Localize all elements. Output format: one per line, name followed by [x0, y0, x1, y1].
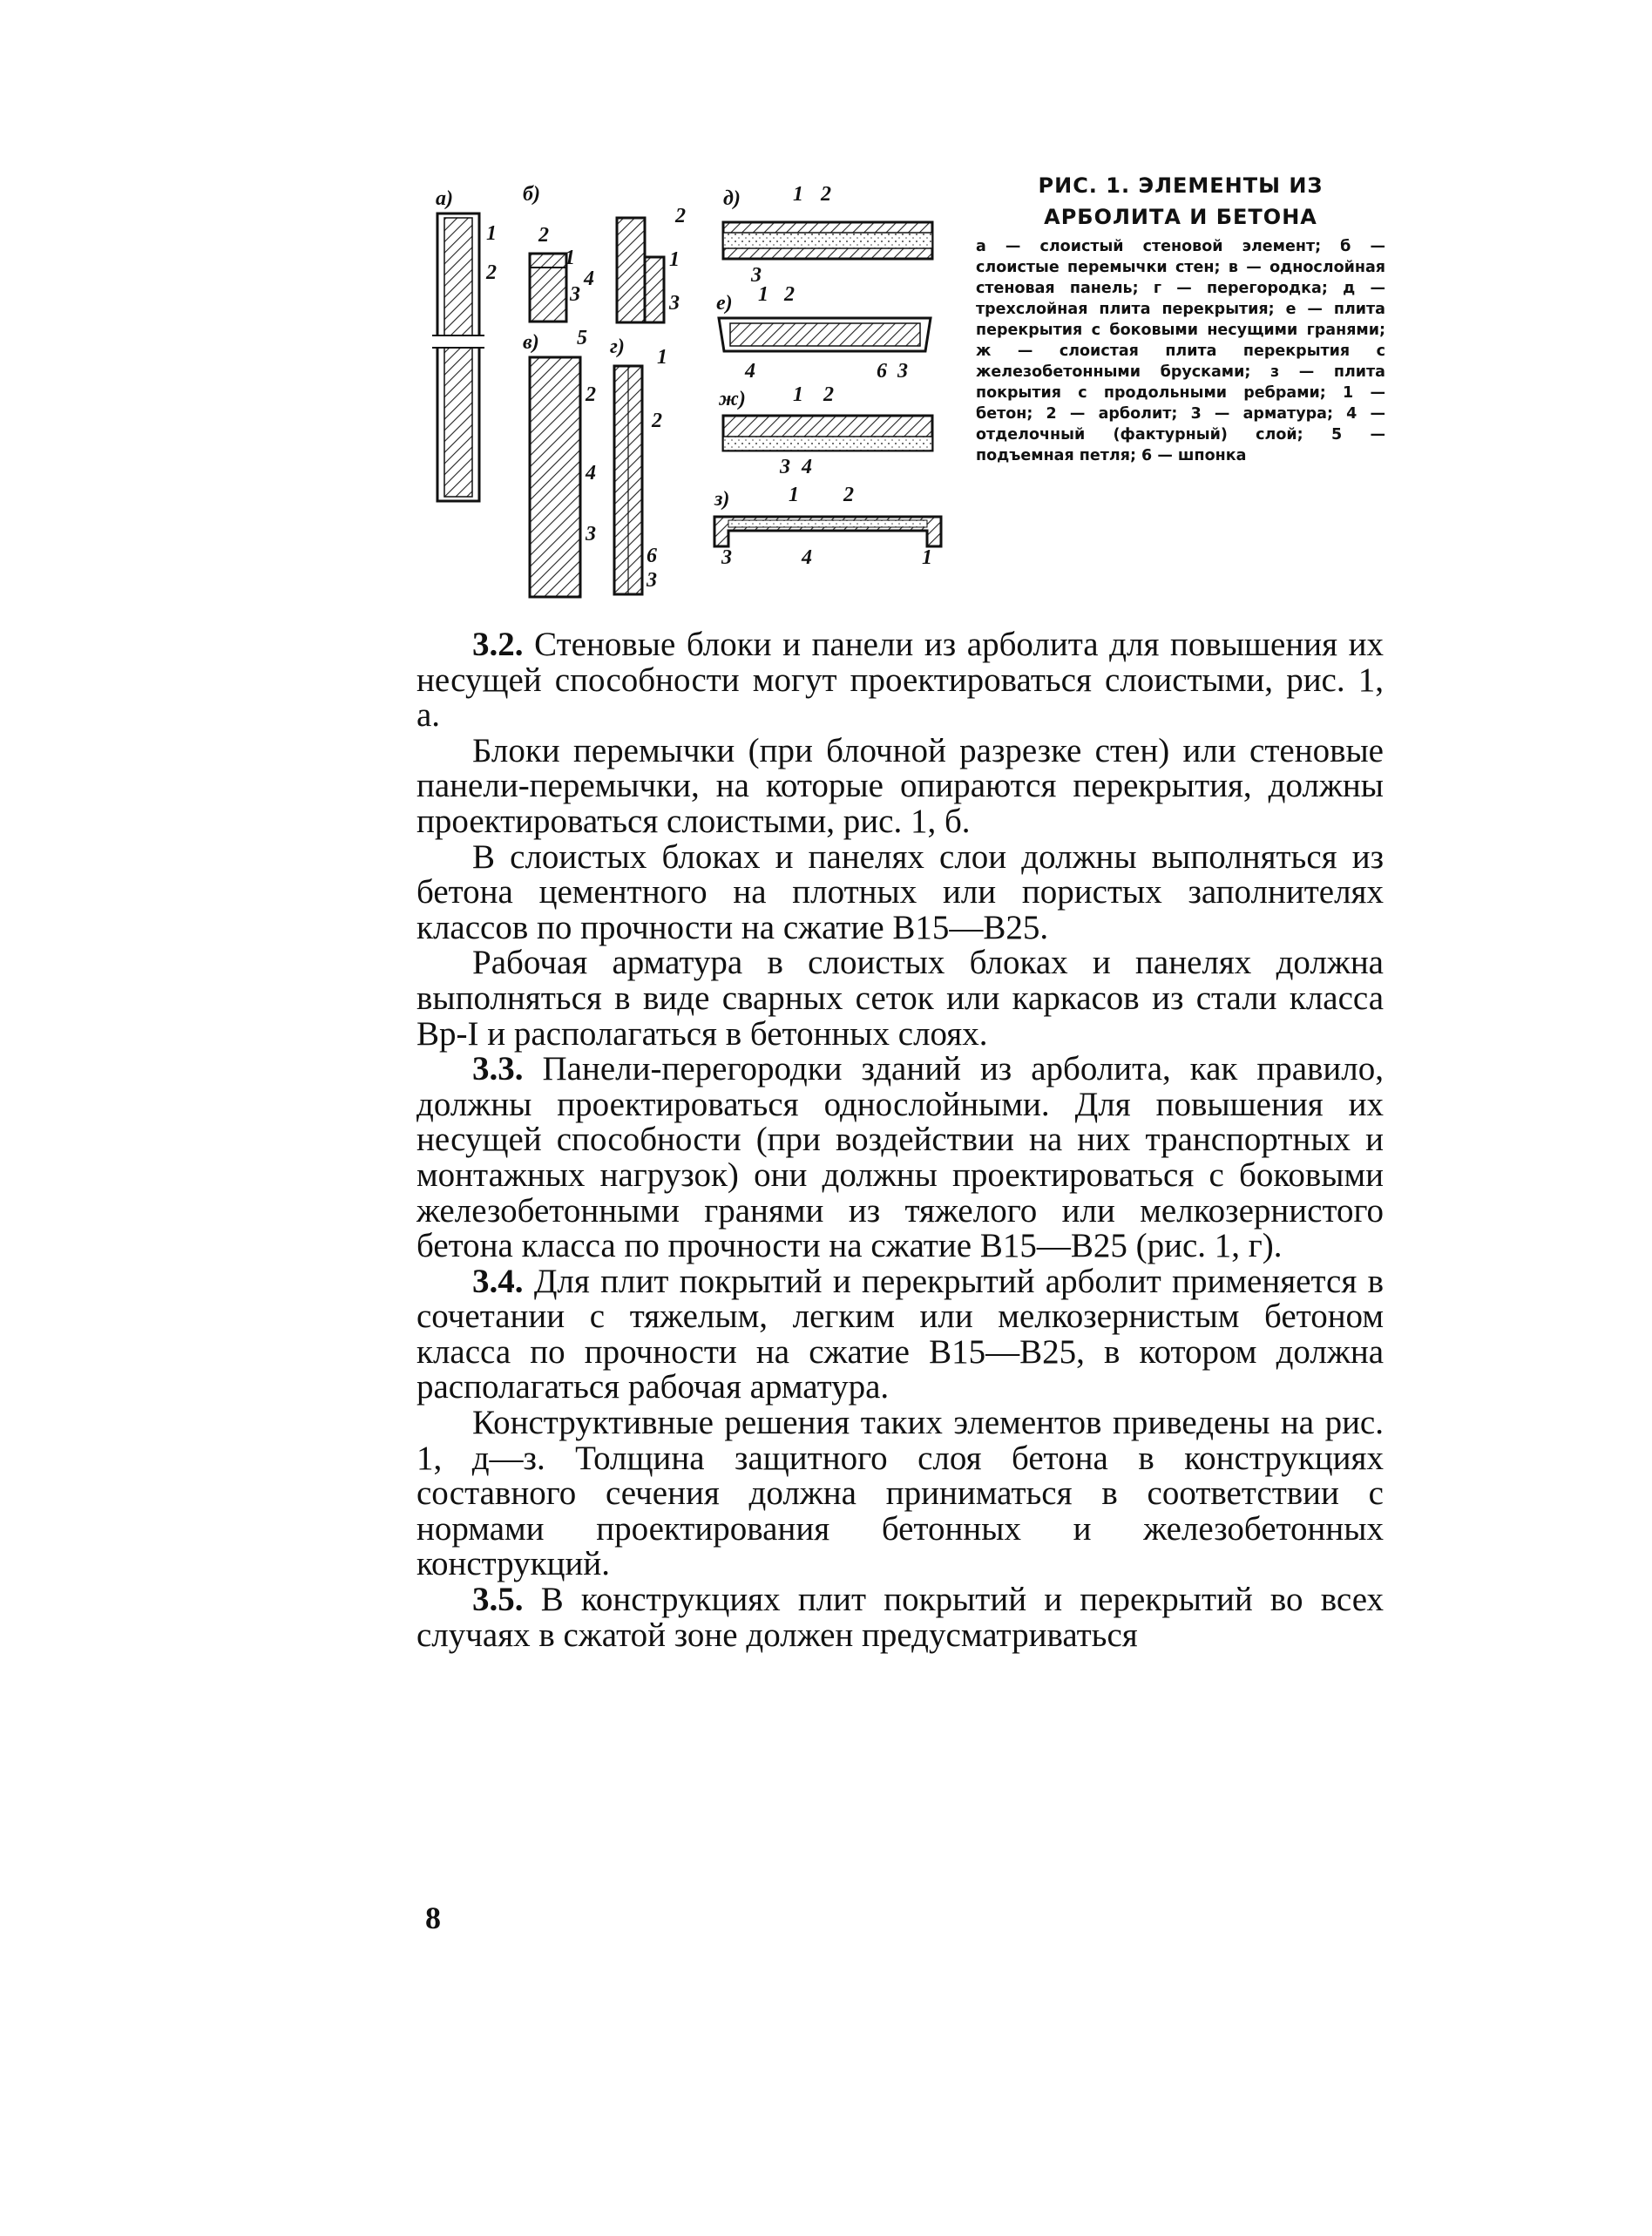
v-num-4: 4: [586, 462, 596, 484]
paragraph-number: 3.5.: [472, 1581, 524, 1619]
label-zh: ж): [719, 388, 746, 410]
paragraph: [416, 837, 1384, 946]
a-num-2: 2: [486, 261, 497, 284]
paragraph: [416, 627, 1384, 734]
d-num-2: 2: [821, 183, 831, 206]
z-num-1: 1: [789, 484, 799, 506]
paragraph: [416, 945, 1384, 1052]
label-g: г): [610, 335, 625, 358]
paragraph-text: В конструкциях плит покрытий и перекрытий во всех случаях в сжатой зоне должен предусматриваться: [416, 1581, 1384, 1654]
b2-num-2: 2: [675, 205, 686, 227]
b-num-4: 4: [584, 268, 594, 290]
b2-num-3: 3: [669, 292, 680, 315]
d-num-3: 3: [751, 264, 762, 287]
label-z: з): [714, 488, 730, 511]
e-num-2: 2: [784, 283, 795, 306]
figure-drawing: [427, 170, 985, 606]
label-v: в): [523, 331, 539, 354]
element-e: [716, 283, 931, 383]
b-num-1: 1: [565, 247, 575, 269]
e-num-1: 1: [758, 283, 768, 306]
e-num-6: 6: [877, 360, 887, 383]
paragraph-number: 3.4.: [472, 1262, 524, 1300]
label-d: д): [723, 187, 741, 210]
g-num-2: 2: [652, 410, 662, 432]
page-number: 8: [425, 1901, 441, 1935]
body-text: [416, 627, 1384, 1653]
paragraph-text: Конструктивные решения таких элементов приведены на рис. 1, д—з. Толщина защитного слоя бетона в конструкциях составного сечения должна приниматься в соответствии с нормами проектирования бетонных и железобетонных конструкций.: [416, 1404, 1384, 1583]
paragraph: [416, 1582, 1384, 1653]
element-b: [523, 183, 594, 322]
paragraph-text: Стеновые блоки и панели из арболита для повышения их несущей способности могут проектироваться слоистыми, рис. 1, а.: [416, 626, 1385, 735]
zh-num-3: 3: [780, 456, 790, 478]
element-v: [523, 327, 596, 597]
caption-body: а — слоистый стеновой элемент; б — слоистые перемычки стен; в — однослойная стеновая панель; г — перегородка; д — трехслойная плита перекрытия; е — плита перекрытия с боковыми несущими гранями; ж — слоистая плита перекрытия с железобетонными брусками; з — плита покрытия с продольными ребрами; 1 — бетон; 2 — арболит; 3 — арматура; 4 — отделочный (фактурный) слой; 5 — подъемная петля; 6 — шпонка: [976, 238, 1385, 464]
g-num-3: 3: [647, 569, 657, 592]
paragraph: [416, 1406, 1384, 1582]
label-a: а): [436, 187, 453, 210]
paragraph-text: Блоки перемычки (при блочной разрезке стен) или стеновые панели-перемычки, на которые опираются перекрытия, должны проектироваться слоистыми, рис. 1, б.: [416, 731, 1384, 840]
paragraph: [416, 1052, 1384, 1264]
z-num-4: 4: [802, 546, 812, 569]
v-num-2: 2: [586, 383, 596, 406]
label-b: б): [523, 183, 540, 206]
g-num-6: 6: [647, 545, 657, 567]
element-z: [714, 484, 941, 569]
zh-num-1: 1: [793, 383, 803, 406]
v-num-5: 5: [577, 327, 587, 349]
z-num-3: 3: [721, 546, 732, 569]
label-e: е): [716, 292, 733, 315]
e-num-4: 4: [745, 360, 755, 383]
b2-num-1: 1: [669, 248, 680, 271]
paragraph-text: Для плит покрытий и перекрытий арболит применяется в сочетании с тяжелым, легким или мелкозернистым бетоном класса по прочности на сжатие В15—В25, в котором должна располагаться рабочая арматура.: [416, 1262, 1384, 1406]
figure-caption: [976, 170, 1385, 466]
element-d: [723, 183, 932, 287]
z-num-2: 2: [843, 484, 854, 506]
d-num-1: 1: [793, 183, 803, 206]
element-g: [610, 335, 667, 594]
paragraph-number: 3.2.: [472, 626, 524, 663]
v-num-3: 3: [586, 523, 596, 545]
a-num-1: 1: [486, 222, 497, 245]
b-num-2: 2: [538, 224, 549, 247]
paragraph-number: 3.3.: [472, 1050, 524, 1088]
zh-num-4: 4: [802, 456, 812, 478]
caption-title: РИС. 1. ЭЛЕМЕНТЫ ИЗ АРБОЛИТА И БЕТОНА: [1038, 173, 1324, 229]
paragraph-text: Рабочая арматура в слоистых блоках и панелях должна выполняться в виде сварных сеток или каркасов из стали класса Вр-I и располагаться в бетонных слоях.: [416, 944, 1384, 1053]
g-num-1: 1: [657, 346, 667, 369]
element-b2: [617, 205, 686, 322]
paragraph-text: В слоистых блоках и панелях слои должны выполняться из бетона цементного на плотных или пористых заполнителях классов по прочности на сжатие В15—В25.: [416, 837, 1384, 946]
e-num-3: 3: [897, 360, 908, 383]
zh-num-2: 2: [823, 383, 834, 406]
element-a: [432, 187, 497, 501]
z-num-1b: 1: [922, 546, 932, 569]
paragraph-text: Панели-перегородки зданий из арболита, как правило, должны проектироваться однослойными. Для повышения их несущей способности (при воздействии на них транспортных и монтажных нагрузок) они должны проектироваться с боковыми железобетонными гранями из тяжелого или мелкозернистого бетона класса по прочности на сжатие В15—В25 (рис. 1, г).: [416, 1050, 1384, 1265]
paragraph: [416, 1264, 1384, 1406]
b-num-3: 3: [570, 283, 580, 306]
element-zh: [718, 383, 932, 478]
paragraph: [416, 731, 1384, 840]
